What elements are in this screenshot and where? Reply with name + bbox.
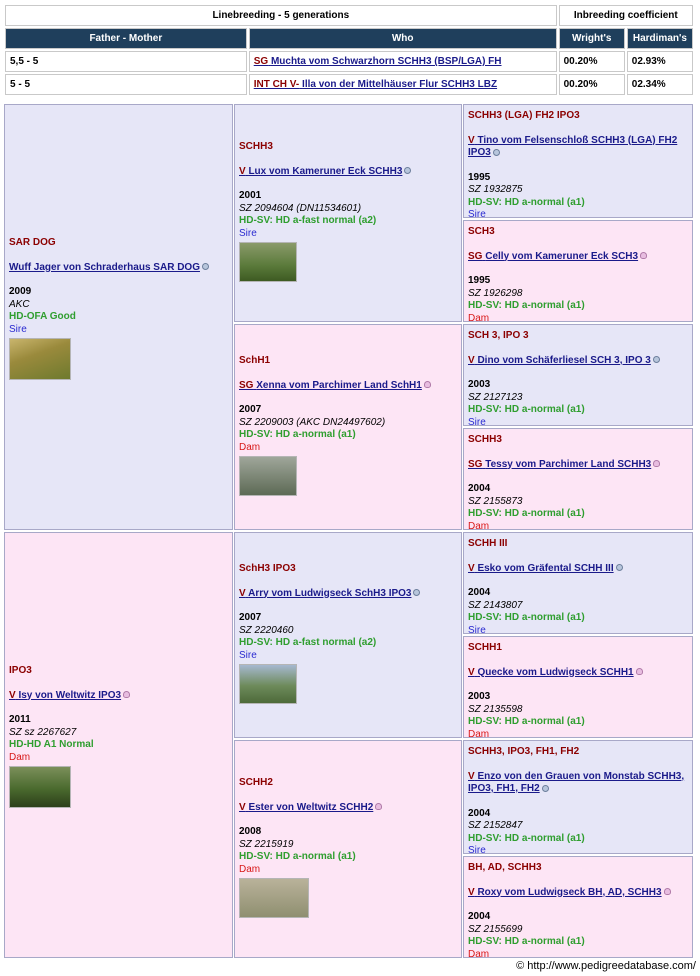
registration-number: SZ 1932875 (468, 184, 523, 195)
birth-year: 1995 (468, 171, 491, 183)
dog-prefix: V (239, 165, 246, 177)
pedigree-cell-dam (234, 324, 462, 530)
birth-year: 1995 (468, 275, 491, 286)
dog-name: Illa von der Mittelhäuser Flur SCHH3 LBZ (302, 79, 498, 90)
dog-link[interactable] (9, 262, 200, 273)
health-result: HD-SV: HD a-normal (a1) (468, 508, 585, 519)
registration-number: AKC (9, 298, 30, 310)
male-symbol-icon (404, 167, 411, 174)
birth-year: 2007 (239, 612, 262, 623)
female-symbol-icon (664, 888, 671, 895)
registration-number: SZ 2094604 (DN11534601) (239, 202, 362, 214)
dog-name: Enzo von den Grauen von Monstab SCHH3, IPO3, FH1, FH2 (468, 770, 685, 794)
role-label: Dam (468, 728, 490, 738)
dog-title: SchH1 (239, 355, 271, 366)
dog-photo[interactable] (9, 338, 71, 380)
role-label: Dam (239, 863, 261, 875)
dog-prefix: SG (239, 379, 254, 391)
dog-title: SCHH3 (239, 141, 273, 152)
dog-title: SCHH3 (LGA) FH2 IPO3 (468, 110, 580, 121)
role-label: Dam (239, 441, 261, 453)
health-result: HD-HD A1 Normal (9, 739, 94, 750)
dog-prefix: V (468, 562, 475, 574)
dog-link[interactable] (468, 771, 684, 795)
dog-link[interactable] (254, 56, 502, 67)
dog-photo[interactable] (239, 878, 309, 918)
male-symbol-icon (202, 263, 209, 270)
table-row (5, 74, 693, 95)
dog-prefix: V (468, 886, 475, 898)
health-result: HD-SV: HD a-normal (a1) (468, 716, 585, 727)
role-label: Sire (9, 323, 27, 335)
dog-link[interactable] (239, 802, 373, 813)
male-symbol-icon (493, 149, 500, 156)
dog-link[interactable] (468, 887, 662, 898)
female-symbol-icon (375, 803, 382, 810)
copyright-footer: © http://www.pedigreedatabase.com/ (516, 960, 696, 972)
dog-name: Roxy vom Ludwigseck BH, AD, SCHH3 (477, 886, 662, 898)
pedigree-cell-dam (234, 740, 462, 958)
health-result: HD-SV: HD a-fast normal (a2) (239, 215, 377, 226)
dog-title: INT CH V- (253, 79, 300, 90)
registration-number: SZ 2209003 (AKC DN24497602) (239, 416, 386, 428)
dog-photo[interactable] (9, 766, 71, 808)
dog-link[interactable] (468, 251, 638, 262)
role-label: Dam (468, 312, 490, 322)
birth-year: 2004 (468, 587, 491, 598)
dog-photo[interactable] (239, 664, 297, 704)
dog-prefix: V (468, 666, 475, 678)
dog-name: Isy von Weltwitz IPO3 (18, 689, 122, 701)
dog-title: SCH3 (468, 226, 495, 237)
dog-link[interactable] (468, 355, 651, 366)
dog-prefix: V (468, 354, 475, 366)
dog-link[interactable] (468, 667, 634, 678)
col-who: Who (249, 28, 557, 49)
dog-name: Lux vom Kameruner Eck SCHH3 (248, 165, 403, 177)
dog-title: BH, AD, SCHH3 (468, 862, 542, 873)
dog-photo[interactable] (239, 242, 297, 282)
registration-number: SZ 1926298 (468, 287, 523, 299)
pedigree-cell-sire (463, 324, 693, 426)
dog-title: SCHH3, IPO3, FH1, FH2 (468, 746, 580, 757)
dog-prefix: V (239, 587, 246, 599)
pedigree-cell-sire (463, 104, 693, 218)
registration-number: SZ 2215919 (239, 838, 294, 850)
dog-name: Tino vom Felsenschloß SCHH3 (LGA) FH2 IPO3 (468, 134, 678, 158)
dog-prefix: V (468, 134, 475, 146)
dog-title: SCHH III (468, 538, 508, 549)
pedigree-cell-sire (4, 104, 233, 530)
dog-prefix: V (239, 801, 246, 813)
pedigree-cell-sire (463, 740, 693, 854)
col-father-mother: Father - Mother (5, 28, 247, 49)
dog-title: SCHH3 (468, 434, 502, 445)
dog-prefix: V (9, 689, 16, 701)
col-hardimans: Hardiman's (627, 28, 693, 49)
generation-cell: 5,5 - 5 (5, 51, 247, 72)
role-label: Sire (239, 649, 257, 661)
birth-year: 2011 (9, 714, 31, 725)
health-result: HD-OFA Good (9, 311, 76, 322)
dog-name: Dino vom Schäferliesel SCH 3, IPO 3 (477, 354, 651, 366)
female-symbol-icon (636, 668, 643, 675)
dog-link[interactable] (239, 380, 422, 391)
health-result: HD-SV: HD a-normal (a1) (239, 851, 356, 862)
female-symbol-icon (123, 691, 130, 698)
dog-name: Xenna vom Parchimer Land SchH1 (256, 379, 422, 391)
pedigree-cell-sire (234, 104, 462, 322)
role-label: Dam (468, 520, 490, 530)
pedigree-cell-sire (234, 532, 462, 738)
registration-number: SZ 2155699 (468, 923, 523, 935)
health-result: HD-SV: HD a-normal (a1) (468, 196, 585, 208)
col-wrights: Wright's (559, 28, 625, 49)
health-result: HD-SV: HD a-normal (a1) (468, 612, 585, 623)
dog-title: SCHH1 (468, 642, 502, 653)
hardimans-cell: 02.34% (627, 74, 693, 95)
dog-link[interactable] (468, 563, 614, 574)
dog-name: Arry vom Ludwigseck SchH3 IPO3 (248, 587, 412, 599)
dog-link[interactable] (254, 79, 497, 90)
dog-name: Muchta vom Schwarzhorn SCHH3 (BSP/LGA) FH (270, 56, 502, 67)
female-symbol-icon (653, 460, 660, 467)
dog-photo[interactable] (239, 456, 297, 496)
dog-link[interactable] (9, 690, 121, 701)
health-result: HD-SV: HD a-fast normal (a2) (239, 637, 377, 648)
birth-year: 2009 (9, 286, 32, 297)
dog-prefix: SG (468, 250, 483, 262)
birth-year: 2003 (468, 691, 491, 702)
wrights-cell: 00.20% (559, 51, 625, 72)
pedigree-cell-dam (463, 636, 693, 738)
role-label: Sire (239, 227, 257, 239)
dog-link[interactable] (239, 588, 411, 599)
role-label: Sire (468, 209, 486, 218)
health-result: HD-SV: HD a-normal (a1) (468, 300, 585, 311)
dog-name: Quecke vom Ludwigseck SCHH1 (477, 666, 634, 678)
health-result: HD-SV: HD a-normal (a1) (239, 429, 356, 440)
pedigree-cell-dam (463, 220, 693, 322)
generation-cell: 5 - 5 (5, 74, 247, 95)
birth-year: 2008 (239, 826, 262, 837)
female-symbol-icon (640, 252, 647, 259)
linebreeding-table (3, 3, 695, 97)
pedigree-cell-sire (463, 532, 693, 634)
dog-prefix: SG (468, 458, 483, 470)
registration-number: SZ sz 2267627 (9, 726, 77, 738)
dog-title: SAR DOG (9, 237, 56, 248)
male-symbol-icon (542, 785, 549, 792)
dog-title: SchH3 IPO3 (239, 563, 296, 574)
male-symbol-icon (413, 589, 420, 596)
pedigree-cell-dam (463, 428, 693, 530)
registration-number: SZ 2127123 (468, 391, 523, 403)
dog-link[interactable] (468, 459, 651, 470)
dog-prefix: V (468, 770, 475, 782)
role-label: Sire (468, 845, 486, 854)
pedigree-cell-dam (4, 532, 233, 958)
dog-link[interactable] (239, 166, 402, 177)
dog-title: SG (253, 56, 269, 67)
registration-number: SZ 2135598 (468, 703, 523, 715)
dog-name: Tessy vom Parchimer Land SCHH3 (485, 458, 652, 470)
wrights-cell: 00.20% (559, 74, 625, 95)
registration-number: SZ 2155873 (468, 495, 523, 507)
who-cell (249, 51, 557, 72)
hardimans-cell: 02.93% (627, 51, 693, 72)
dog-title: SCH 3, IPO 3 (468, 330, 529, 341)
dog-title: IPO3 (9, 665, 32, 676)
pedigree-cell-dam (463, 856, 693, 958)
registration-number: SZ 2152847 (468, 820, 523, 831)
dog-name: Wuff Jager von Schraderhaus SAR DOG (9, 261, 200, 273)
male-symbol-icon (616, 564, 623, 571)
linebreeding-header: Linebreeding - 5 generations (5, 5, 557, 26)
birth-year: 2004 (468, 911, 491, 922)
male-symbol-icon (653, 356, 660, 363)
who-cell (249, 74, 557, 95)
dog-name: Esko vom Gräfental SCHH III (477, 562, 614, 574)
health-result: HD-SV: HD a-normal (a1) (468, 936, 585, 947)
registration-number: SZ 2220460 (239, 624, 294, 636)
dog-name: Ester von Weltwitz SCHH2 (248, 801, 374, 813)
birth-year: 2004 (468, 807, 491, 819)
birth-year: 2004 (468, 483, 491, 494)
role-label: Sire (468, 624, 486, 634)
dog-title: SCHH2 (239, 777, 273, 788)
health-result: HD-SV: HD a-normal (a1) (468, 832, 585, 844)
registration-number: SZ 2143807 (468, 599, 523, 611)
role-label: Dam (468, 948, 490, 958)
birth-year: 2007 (239, 404, 262, 415)
role-label: Dam (9, 751, 31, 763)
birth-year: 2003 (468, 379, 491, 390)
female-symbol-icon (424, 381, 431, 388)
role-label: Sire (468, 416, 486, 426)
inbreeding-header: Inbreeding coefficient (559, 5, 693, 26)
health-result: HD-SV: HD a-normal (a1) (468, 404, 585, 415)
birth-year: 2001 (239, 190, 262, 201)
table-row (5, 51, 693, 72)
dog-name: Celly vom Kameruner Eck SCH3 (485, 250, 639, 262)
